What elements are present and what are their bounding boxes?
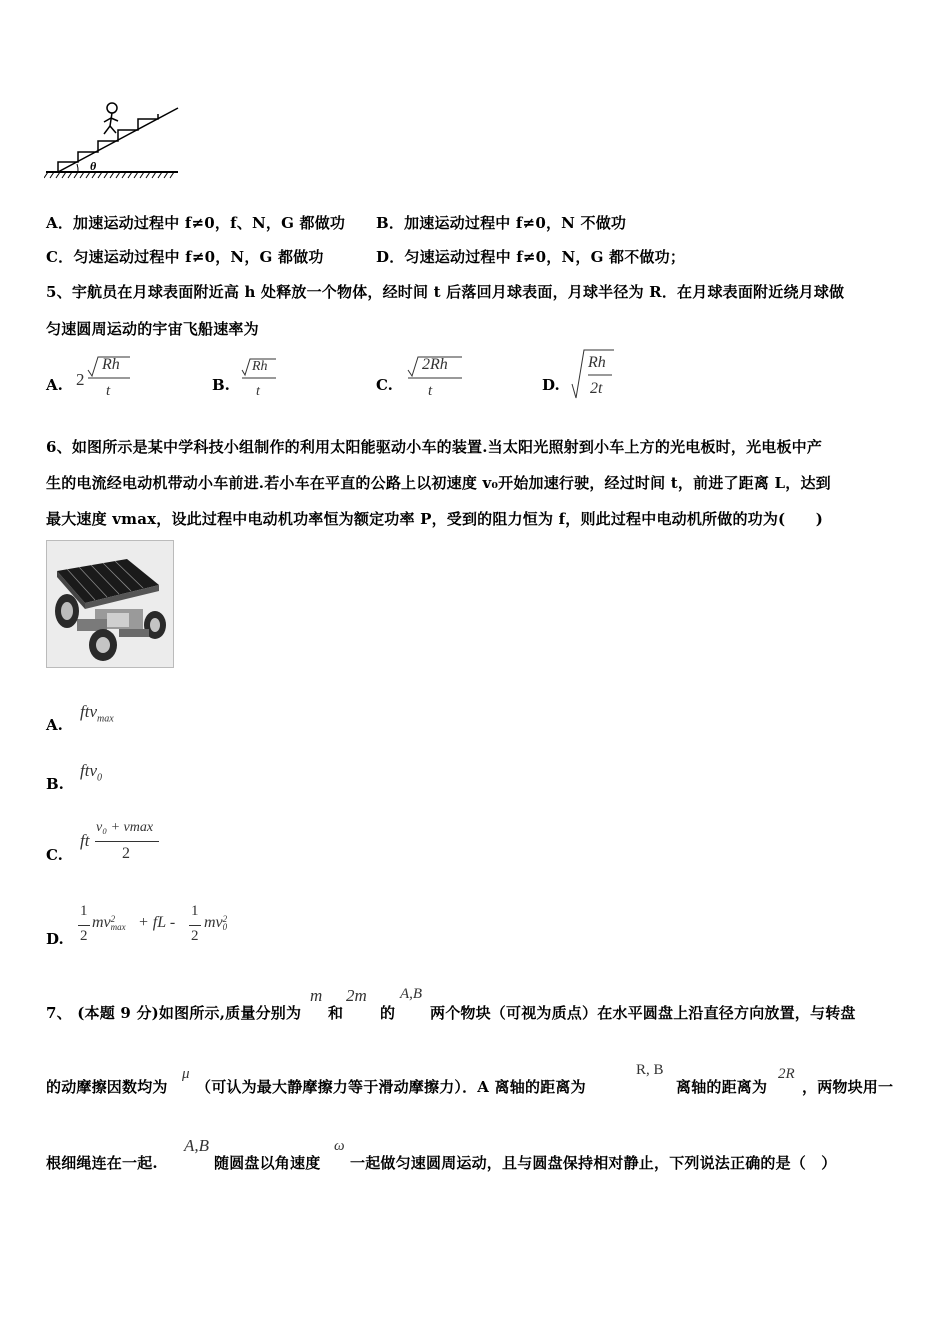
q7-ab-2: A,B xyxy=(184,1136,210,1155)
q5-question-line2: 匀速圆周运动的宇宙飞船速率为 xyxy=(46,320,259,338)
q6-d-bar-b xyxy=(189,925,201,926)
q5-b-num: Rh xyxy=(252,359,268,374)
q6-option-c-label: C. xyxy=(46,846,63,864)
q6-d-term1: mv 2 max xyxy=(92,914,126,933)
q7-line1-c: 的 xyxy=(380,1004,396,1022)
q6-option-c-pre: ft xyxy=(80,831,90,850)
q6-d-bar-a xyxy=(78,925,90,926)
q7-mu: μ xyxy=(182,1066,190,1082)
q5-d-num: Rh xyxy=(588,354,606,371)
q6-d-two-b: 2 xyxy=(191,928,199,944)
q7-ab-1: A,B xyxy=(400,986,423,1002)
solar-car-image xyxy=(46,540,174,668)
q5-option-d-label: D. xyxy=(542,376,560,394)
q6-option-b-label: B. xyxy=(46,775,64,793)
q4-option-d: D．匀速运动过程中 f≠0，N，G 都不做功； xyxy=(376,248,686,266)
q7-mass-2m: 2m xyxy=(346,986,367,1005)
q7-line3-c: 一起做匀速圆周运动，且与圆盘保持相对静止，下列说法正确的是（ ） xyxy=(350,1154,837,1172)
q7-omega: ω xyxy=(334,1138,345,1154)
q4-option-b: B．加速运动过程中 f≠0，N 不做功 xyxy=(376,214,627,232)
q5-a-coef: 2 xyxy=(76,370,85,389)
q7-line1-d: 两个物块（可视为质点）在水平圆盘上沿直径方向放置，与转盘 xyxy=(430,1004,856,1022)
q5-option-b-label: B. xyxy=(212,376,230,394)
q6-question-line2: 生的电流经电动机带动小车前进.若小车在平直的公路上以初速度 v₀开始加速行驶，经过时间 t，前进了距离 L，达到 xyxy=(46,474,831,492)
q6-d-term2: mv 2 0 xyxy=(204,914,228,933)
q7-2r: 2R xyxy=(778,1066,795,1082)
angle-label: θ xyxy=(90,159,97,173)
q6-question-line1: 6、如图所示是某中学科技小组制作的利用太阳能驱动小车的装置.当太阳光照射到小车上方的光电板时，光电板中产 xyxy=(46,438,823,456)
q7-mass-m: m xyxy=(310,986,323,1005)
q6-option-c-bar xyxy=(95,841,159,842)
q6-option-a-label: A. xyxy=(46,716,63,734)
q7-line1-a: 7、 (本题 9 分)如图所示,质量分别为 xyxy=(46,1004,302,1022)
q6-d-mid: + fL - xyxy=(138,914,176,931)
q5-a-num: Rh xyxy=(102,356,120,373)
q6-option-b-expr: ftv$_0$ xyxy=(80,761,102,784)
q6-question-line3: 最大速度 vmax，设此过程中电动机功率恒为额定功率 P，受到的阻力恒为 f，则此过程中电动机所做的功为( ) xyxy=(46,510,824,528)
q6-d-two-a: 2 xyxy=(80,928,88,944)
q6-option-a-expr: ftv$_{max}$ xyxy=(80,702,114,725)
q5-question-line1: 5、宇航员在月球表面附近高 h 处释放一个物体，经时间 t 后落回月球表面，月球半径为 R．在月球表面附近绕月球做 xyxy=(46,283,845,301)
q7-line3-b: 随圆盘以角速度 xyxy=(214,1154,321,1172)
q4-option-c: C．匀速运动过程中 f≠0，N，G 都做功 xyxy=(46,248,324,266)
q6-option-d-label: D. xyxy=(46,930,64,948)
q7-line2-d: ，两物块用一 xyxy=(802,1078,894,1096)
q7-line3-a: 根细绳连在一起. xyxy=(46,1154,158,1172)
q5-c-num: 2Rh xyxy=(422,356,448,373)
q6-d-one-b: 1 xyxy=(191,903,199,919)
q4-option-a: A．加速运动过程中 f≠0，f、N，G 都做功 xyxy=(46,214,346,232)
q5-c-den: t xyxy=(428,383,433,399)
q5-b-den: t xyxy=(256,384,260,399)
q5-a-den: t xyxy=(106,383,111,399)
q5-option-c-label: C. xyxy=(376,376,393,394)
q7-line2-b: （可认为最大静摩擦力等于滑动摩擦力）．A 离轴的距离为 xyxy=(196,1078,586,1096)
q7-line2-a: 的动摩擦因数均为 xyxy=(46,1078,168,1096)
q5-d-den: 2t xyxy=(590,380,603,397)
stairs-figure xyxy=(44,96,184,182)
q7-line1-b: 和 xyxy=(328,1004,344,1022)
q5-option-a-label: A. xyxy=(46,376,63,394)
q7-line2-c: 离轴的距离为 xyxy=(676,1078,768,1096)
q6-option-c-den: 2 xyxy=(122,845,130,862)
q6-option-c-num: v₀ + vmax xyxy=(96,820,154,835)
q7-r-b: R, B xyxy=(636,1062,664,1078)
q6-d-one-a: 1 xyxy=(80,903,88,919)
